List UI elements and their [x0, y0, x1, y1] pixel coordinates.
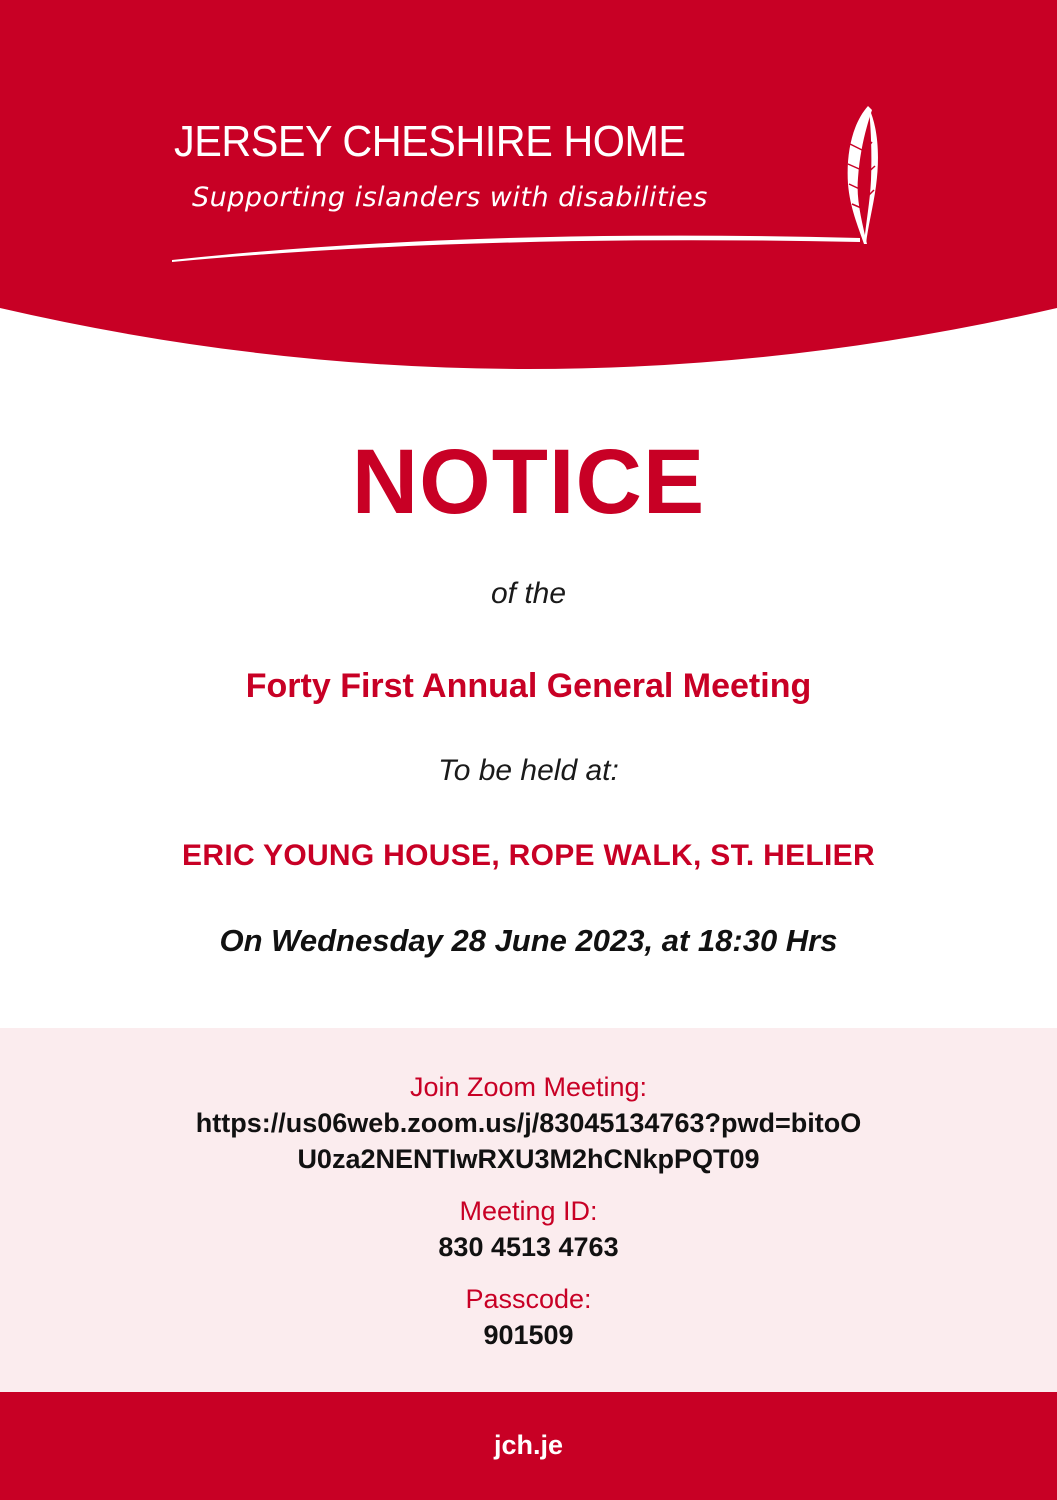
join-zoom-label: Join Zoom Meeting: — [409, 1072, 648, 1102]
zoom-details-panel — [0, 1028, 1057, 1392]
meeting-name: Forty First Annual General Meeting — [245, 667, 812, 705]
venue-address: ERIC YOUNG HOUSE, ROPE WALK, ST. HELIER — [182, 839, 875, 872]
footer-bar — [0, 1392, 1057, 1500]
held-at-text: To be held at: — [438, 754, 619, 787]
notice-title: NOTICE — [351, 431, 706, 533]
meeting-id-value: 830 4513 4763 — [438, 1232, 619, 1262]
zoom-link-line-2[interactable]: U0za2NENTIwRXU3M2hCNkpPQT09 — [297, 1144, 760, 1174]
logo-tagline: Supporting islanders with disabilities — [192, 182, 708, 213]
feather-icon — [842, 104, 882, 250]
organisation-logo — [170, 100, 900, 270]
zoom-link-line-1[interactable]: https://us06web.zoom.us/j/83045134763?pwd=bitoO — [195, 1108, 862, 1138]
passcode-label: Passcode: — [465, 1284, 592, 1314]
website-link[interactable]: jch.je — [493, 1430, 564, 1460]
meeting-datetime: On Wednesday 28 June 2023, at 18:30 Hrs — [219, 923, 838, 958]
logo-title: JERSEY CHESHIRE HOME — [174, 117, 686, 166]
of-the-text: of the — [490, 577, 567, 610]
meeting-id-label: Meeting ID: — [459, 1196, 598, 1226]
passcode-value: 901509 — [483, 1320, 574, 1350]
logo-swoosh — [170, 218, 870, 268]
